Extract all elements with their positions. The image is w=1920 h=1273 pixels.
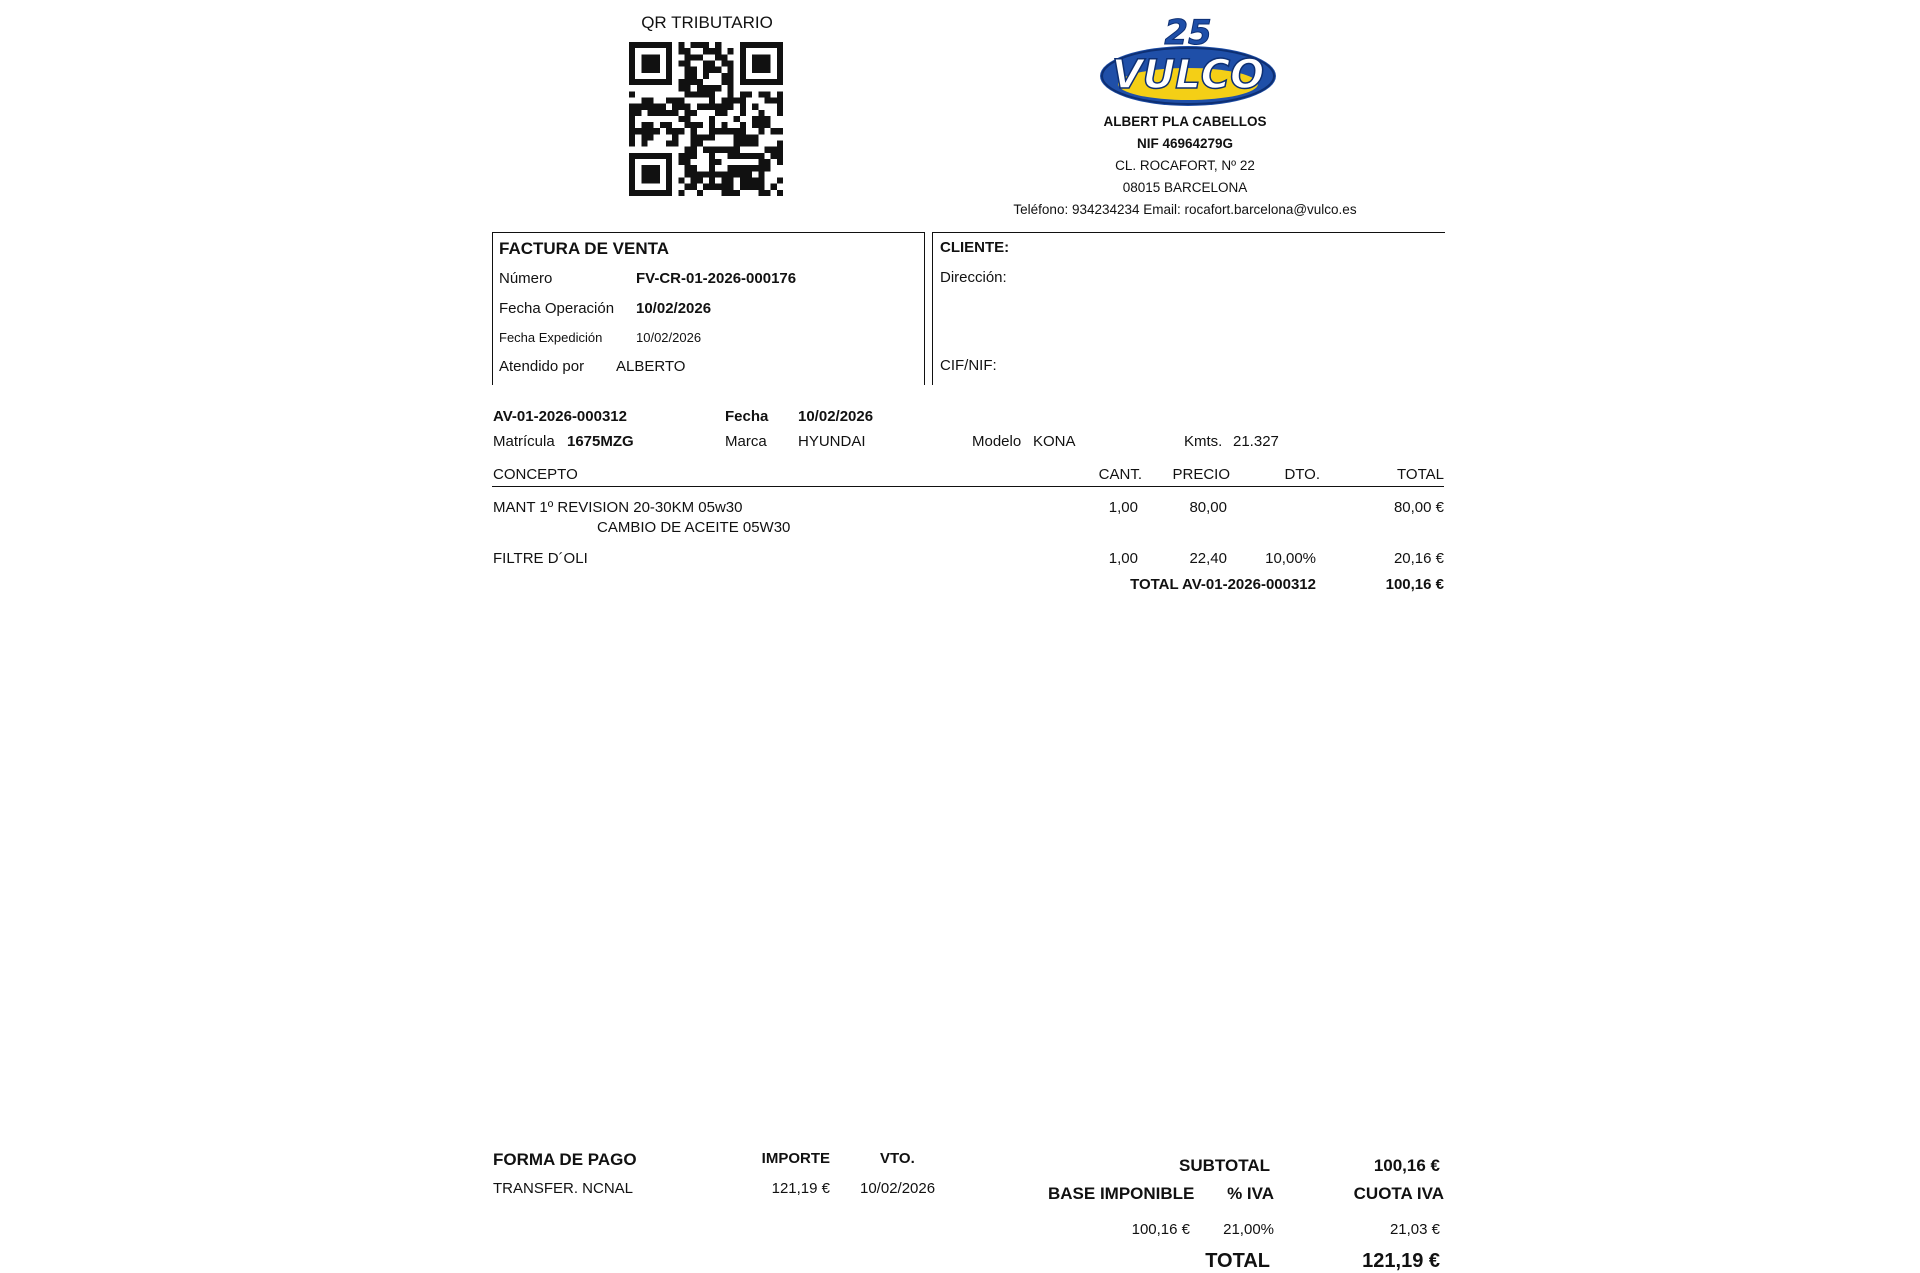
svg-text:VULCO: VULCO xyxy=(1111,52,1265,98)
company-contact: Teléfono: 934234234 Email: rocafort.barcelona@vulco.es xyxy=(1013,202,1357,217)
qr-title: QR TRIBUTARIO xyxy=(641,13,773,32)
cif-label: CIF/NIF: xyxy=(940,357,997,374)
col-cant: CANT. xyxy=(1098,466,1142,483)
cliente-label: CLIENTE: xyxy=(940,239,1010,256)
fecha-expedicion: 10/02/2026 xyxy=(636,330,702,345)
modelo-value: KONA xyxy=(1033,433,1076,450)
matricula-value: 1675MZG xyxy=(567,433,634,450)
col-concepto: CONCEPTO xyxy=(493,466,578,483)
base-imponible-label: BASE IMPONIBLE xyxy=(1048,1184,1195,1203)
svg-text:25: 25 xyxy=(1164,14,1212,53)
kmts-value: 21.327 xyxy=(1233,433,1279,450)
table-row-total: 20,16 € xyxy=(1393,550,1444,567)
fecha-expedicion-label: Fecha Expedición xyxy=(499,330,603,345)
invoice-title: FACTURA DE VENTA xyxy=(499,239,669,258)
grand-total-value: 121,19 € xyxy=(1362,1250,1440,1272)
table-row-precio: 80,00 xyxy=(1189,499,1227,516)
vto-value: 10/02/2026 xyxy=(860,1180,936,1197)
base-value: 100,16 € xyxy=(1131,1221,1190,1238)
table-row-sub: CAMBIO DE ACEITE 05W30 xyxy=(597,519,791,536)
vto-label: VTO. xyxy=(880,1150,915,1167)
order-fecha-label: Fecha xyxy=(725,408,769,425)
subtotal-label: SUBTOTAL xyxy=(1179,1156,1270,1175)
order-total-label: TOTAL AV-01-2026-000312 xyxy=(1130,576,1316,593)
kmts-label: Kmts. xyxy=(1184,433,1223,450)
marca-value: HYUNDAI xyxy=(798,433,866,450)
table-row-concepto: MANT 1º REVISION 20-30KM 05w30 xyxy=(493,499,743,516)
table-row-precio: 22,40 xyxy=(1189,550,1227,567)
order-fecha: 10/02/2026 xyxy=(798,408,874,425)
importe-label: IMPORTE xyxy=(761,1150,830,1167)
table-row-cant: 1,00 xyxy=(1108,550,1138,567)
atendido-value: ALBERTO xyxy=(616,358,686,375)
direccion-label: Dirección: xyxy=(940,269,1007,286)
cuota-iva-label: CUOTA IVA xyxy=(1353,1184,1444,1203)
table-row-concepto: FILTRE D´OLI xyxy=(493,550,588,567)
modelo-label: Modelo xyxy=(972,433,1022,450)
importe-value: 121,19 € xyxy=(771,1180,830,1197)
qr-code-icon xyxy=(629,42,783,196)
company-nif: NIF 46964279G xyxy=(1136,136,1234,151)
forma-pago-value: TRANSFER. NCNAL xyxy=(493,1180,634,1197)
fecha-operacion: 10/02/2026 xyxy=(636,300,712,317)
header-divider xyxy=(492,486,1444,487)
vulco-logo xyxy=(1096,14,1280,110)
col-total: TOTAL xyxy=(1397,466,1444,483)
iva-label: % IVA xyxy=(1227,1184,1274,1203)
table-row-cant: 1,00 xyxy=(1108,499,1138,516)
numero-label: Número xyxy=(499,270,553,287)
grand-total-label: TOTAL xyxy=(1205,1250,1270,1272)
company-city: 08015 BARCELONA xyxy=(1122,180,1248,195)
order-total-value: 100,16 € xyxy=(1385,576,1444,593)
table-row-dto: 10,00% xyxy=(1265,550,1316,567)
order-ref: AV-01-2026-000312 xyxy=(493,408,627,425)
fecha-operacion-label: Fecha Operación xyxy=(499,300,615,317)
forma-pago-label: FORMA DE PAGO xyxy=(493,1150,637,1169)
col-precio: PRECIO xyxy=(1172,466,1230,483)
col-dto: DTO. xyxy=(1284,466,1320,483)
company-address: CL. ROCAFORT, Nº 22 xyxy=(1115,158,1255,173)
invoice-number: FV-CR-01-2026-000176 xyxy=(636,270,797,287)
iva-value: 21,00% xyxy=(1223,1221,1274,1238)
marca-label: Marca xyxy=(725,433,767,450)
matricula-label: Matrícula xyxy=(493,433,555,450)
subtotal-value: 100,16 € xyxy=(1373,1156,1440,1175)
table-row-total: 80,00 € xyxy=(1393,499,1444,516)
company-name: ALBERT PLA CABELLOS xyxy=(1103,114,1267,129)
cuota-value: 21,03 € xyxy=(1389,1221,1440,1238)
atendido-label: Atendido por xyxy=(499,358,585,375)
